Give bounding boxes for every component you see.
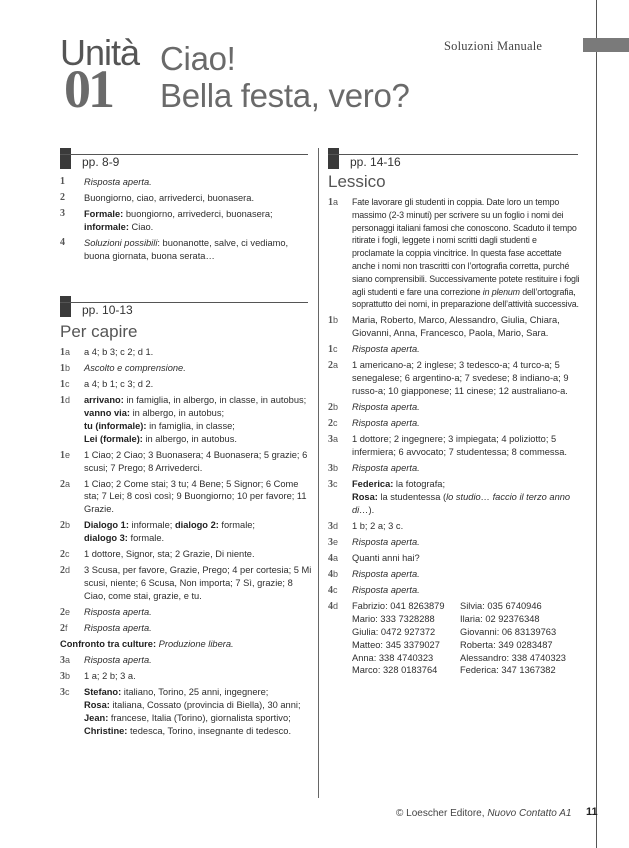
footer-credit: © Loescher Editore, Nuovo Contatto A1 — [396, 808, 572, 819]
answer-item: 1a a 4; b 3; c 2; d 1. — [60, 347, 154, 358]
item-number: 2e — [60, 607, 71, 619]
answer-item: 3 Formale: buongiorno, arrivederci, buonasera; informale: Ciao. — [60, 208, 273, 232]
contact-entry: Federica: 347 1367382 — [460, 665, 556, 676]
answer-item: 3d 1 b; 2 a; 3 c. — [328, 521, 404, 532]
contact-entry: Fabrizio: 041 8263879 — [352, 601, 445, 612]
answer-item: 2b Risposta aperta. — [328, 402, 420, 414]
answer-item: 1d arrivano: in famiglia, in albergo, in classe, in autobus; vanno via: in albergo, in autobus; tu (informale): in famiglia, in classe; Lei (formale): in albergo, in autobus. — [60, 395, 307, 444]
item-number: 4c — [328, 585, 338, 597]
answer-item: 1e 1 Ciao; 2 Ciao; 3 Buonasera; 4 Buonasera; 5 grazie; 6 scusi; 7 Prego; 8 Arrivederci. — [60, 449, 308, 473]
item-number: 3c — [60, 687, 70, 699]
answer-item: 3e Risposta aperta. — [328, 537, 420, 549]
answer-item: 2a 1 americano-a; 2 inglese; 3 tedesco-a; 4 turco-a; 5 senegalese; 6 argentino-a; 7 svedese; 8 indiano-a; 9 russo-a; 10 giapponese; 11 cinese; 12 australiano-a. — [328, 360, 569, 397]
item-number: 1a — [60, 347, 71, 358]
item-number: 2a — [60, 478, 71, 490]
item-number: 2f — [60, 623, 68, 635]
answer-item: 3a 1 dottore; 2 ingegnere; 3 impiegata; 4 poliziotto; 5 infermiera; 6 avvocato; 7 studentessa; 8 commessa. — [328, 434, 567, 458]
answer-item: 3b Risposta aperta. — [328, 463, 420, 475]
answer-item: 1c Risposta aperta. — [328, 344, 420, 356]
page-edge-rule — [596, 0, 597, 848]
item-number: 3c — [328, 479, 338, 491]
answer-item: 3c Stefano: italiano, Torino, 25 anni, ingegnere; Rosa: italiana, Cossato (provincia di Biella), 30 anni; Jean: francese, Italia (Torino), giornalista sportivo; Christine: tedesca, Torino, insegnante di tedesco. — [60, 687, 301, 736]
header-label: Soluzioni Manuale — [444, 39, 543, 53]
contact-entry: Alessandro: 338 4740323 — [460, 652, 566, 663]
answer-item: 4 Soluzioni possibili: buonanotte, salve, ci vediamo, buona giornata, buona serata… — [60, 237, 289, 261]
section-bar — [60, 148, 71, 169]
item-number: 2c — [328, 418, 338, 430]
item-number: 1e — [60, 449, 71, 461]
contact-entry: Anna: 338 4740323 — [352, 652, 434, 663]
section-heading-pp8-9 — [60, 148, 308, 170]
answer-item: 1b Maria, Roberto, Marco, Alessandro, Giulia, Chiara, Giovanni, Anna, Francesco, Paola, Mario, Sara. — [328, 315, 560, 339]
page-edge-marker — [583, 38, 629, 52]
section-label: pp. 10-13 — [82, 303, 133, 317]
column-divider — [318, 148, 319, 798]
section-heading-pp10-13 — [60, 296, 308, 318]
contact-entry: Roberta: 349 0283487 — [460, 639, 553, 650]
contact-entry: Marco: 328 0183764 — [352, 665, 438, 676]
answer-item: 2d 3 Scusa, per favore, Grazie, Prego; 4 per cortesia; 5 Mi scusi, niente; 6 Scusa, Non importa; 7 Sì, grazie; 8 Ciao, come stai, grazie, e tu. — [60, 565, 312, 601]
answer-item: 3c Federica: la fotografa; Rosa: la studentessa (lo studio… faccio il terzo anno di…). — [328, 479, 571, 515]
item-number: 3e — [328, 537, 339, 549]
answer-item: 2c Risposta aperta. — [328, 418, 420, 430]
unit-word: Unità — [60, 32, 140, 73]
answer-item: 1a Fate lavorare gli studenti in coppia. Date loro un tempo massimo (2-3 minuti) per scrivere su un foglio i nomi dei personaggi italiani famosi che conoscono. Scaduto il tempo ritirate i fogli, leggete i nomi scritti dagli studenti e proclamate la coppia vincitrice. In questa fase accettate anche i nomi non trascritti con l’ortografia corretta, purché siano comprensibili. Successivamente potete restituire i fogli agli studenti e fare una correzione in plenum dell’ortografia, soprattutto dei nomi, in preparazione dell’attività successiva. — [328, 197, 580, 310]
answer-item: 2 Buongiorno, ciao, arrivederci, buonasera. — [60, 192, 255, 204]
confronto-tra-culture: Confronto tra culture: Produzione libera. — [60, 639, 234, 650]
item-number: 3d — [328, 521, 339, 532]
item-number: 3b — [328, 463, 339, 475]
item-number: 4 — [60, 237, 65, 249]
subheading-per-capire: Per capire — [60, 322, 138, 341]
page-title-line-2: Bella festa, vero? — [160, 77, 410, 114]
section-bar — [60, 296, 71, 317]
item-number: 2d — [60, 565, 71, 577]
item-number: 3b — [60, 671, 71, 683]
section-label: pp. 14-16 — [350, 155, 401, 169]
item-number: 3a — [60, 655, 71, 667]
answer-item: 4b Risposta aperta. — [328, 569, 420, 581]
answers-pp8-9 — [60, 176, 310, 266]
item-number: 1a — [328, 197, 339, 208]
contact-entry: Silvia: 035 6740946 — [460, 601, 542, 612]
answers-pp10-13 — [60, 346, 312, 741]
item-number: 2b — [60, 520, 71, 532]
item-number: 4b — [328, 569, 339, 581]
answer-item: 4c Risposta aperta. — [328, 585, 420, 597]
item-number: 2c — [60, 549, 70, 561]
contact-entry: Giulia: 0472 927372 — [352, 627, 436, 638]
item-number: 4a — [328, 553, 339, 565]
item-number: 2b — [328, 402, 339, 414]
section-label: pp. 8-9 — [82, 155, 120, 169]
answers-pp14-16 — [328, 196, 580, 681]
item-number: 2 — [60, 192, 65, 204]
item-number: 1d — [60, 395, 71, 407]
item-number: 2a — [328, 360, 339, 372]
contact-entry: Ilaria: 02 92376348 — [460, 614, 540, 625]
section-heading-pp14-16 — [328, 148, 578, 170]
answer-item: 1 Risposta aperta. — [60, 176, 152, 187]
unit-number: 01 — [64, 59, 112, 119]
answer-item: 3a Risposta aperta. — [60, 655, 152, 667]
item-number: 1b — [328, 315, 339, 327]
answer-item: 2c 1 dottore, Signor, sta; 2 Grazie, Di niente. — [60, 549, 255, 561]
answer-item: 2e Risposta aperta. — [60, 607, 152, 619]
item-number: 1b — [60, 363, 71, 375]
answer-item: 1b Ascolto e comprensione. — [60, 363, 186, 375]
item-number: 3a — [328, 434, 339, 446]
page-title-line-1: Ciao! — [160, 40, 236, 77]
section-bar — [328, 148, 339, 169]
answer-item: 2a 1 Ciao; 2 Come stai; 3 tu; 4 Bene; 5 Signor; 6 Come sta; 7 Lei; 8 così così; 9 Buongiorno; 10 per favore; 11 Grazie. — [60, 478, 307, 515]
answer-item: 2b Dialogo 1: informale; dialogo 2: formale; dialogo 3: formale. — [60, 520, 256, 544]
answer-item: 2f Risposta aperta. — [60, 623, 152, 635]
answer-item: 1c a 4; b 1; c 3; d 2. — [60, 379, 154, 391]
answer-item: 3b 1 a; 2 b; 3 a. — [60, 671, 136, 683]
item-number: 4d — [328, 601, 339, 613]
contact-entry: Mario: 333 7328288 — [352, 614, 435, 625]
answer-item — [328, 600, 580, 677]
contact-entry: Matteo: 345 3379027 — [352, 639, 440, 650]
item-number: 3 — [60, 208, 65, 220]
contacts-list — [352, 600, 580, 677]
item-number: 1 — [60, 176, 65, 187]
subheading-lessico: Lessico — [328, 172, 386, 191]
answer-item: 4a Quanti anni hai? — [328, 553, 420, 565]
contact-entry: Giovanni: 06 83139763 — [460, 627, 557, 638]
item-number: 1c — [60, 379, 70, 391]
page-number: 11 — [586, 806, 598, 818]
item-number: 1c — [328, 344, 338, 356]
